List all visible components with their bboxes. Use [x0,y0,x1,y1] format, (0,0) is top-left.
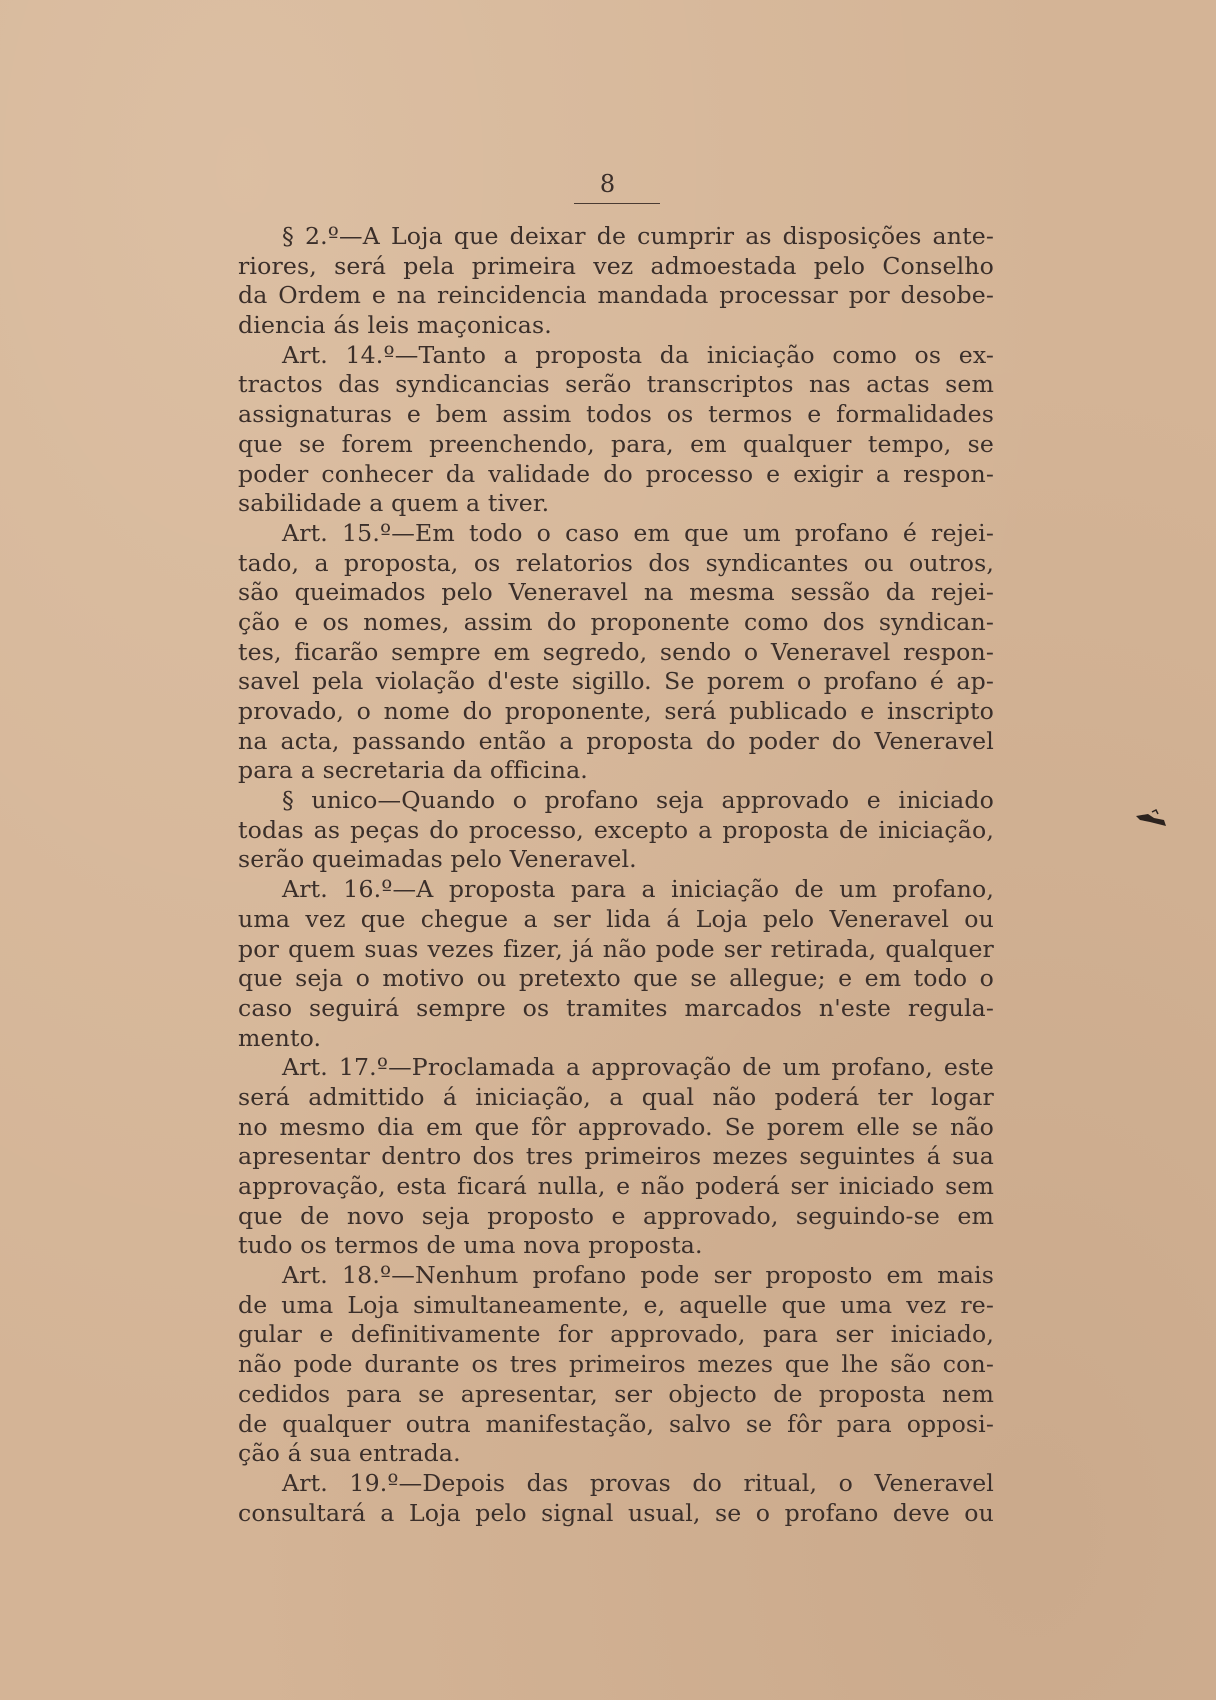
text-line: por quem suas vezes fizer, já não pode ser retirada, qualquer [238,934,994,963]
text-line: de qualquer outra manifestação, salvo se fôr para opposi- [238,1409,994,1438]
text-line: são queimados pelo Veneravel na mesma sessão da rejei- [238,578,994,607]
text-line: savel pela violação d'este sigillo. Se porem o profano é ap- [238,667,994,696]
text-line: Art. 17.º—Proclamada a approvação de um profano, este [282,1053,994,1082]
text-line: da Ordem e na reincidencia mandada processar por desobe- [238,281,994,310]
page-number: 8 [599,170,617,198]
ink-blot-mark [1134,808,1168,830]
text-line: uma vez que chegue a ser lida á Loja pelo Veneravel ou [238,904,994,933]
text-line: consultará a Loja pelo signal usual, se o profano deve ou [238,1498,994,1527]
text-line: gular e definitivamente for approvado, para ser iniciado, [238,1320,994,1349]
text-line: cedidos para se apresentar, ser objecto de proposta nem [238,1379,994,1408]
text-line: para a secretaria da officina. [238,756,588,785]
text-line: será admittido á iniciação, a qual não poderá ter logar [238,1082,994,1111]
text-line: Art. 18.º—Nenhum profano pode ser proposto em mais [282,1261,994,1290]
text-line: § unico—Quando o profano seja approvado e iniciado [282,786,994,815]
text-line: provado, o nome do proponente, será publicado e inscripto [238,697,994,725]
text-line: tractos das syndicancias serão transcriptos nas actas sem [238,370,994,399]
text-line: sabilidade a quem a tiver. [238,489,550,518]
text-line: ção á sua entrada. [238,1439,461,1468]
text-line: que de novo seja proposto e approvado, seguindo-se em [238,1201,994,1230]
text-line: na acta, passando então a proposta do poder do Veneravel [238,726,994,755]
text-line: que seja o motivo ou pretexto que se allegue; e em todo o [238,964,994,993]
page-number-rule [574,203,660,204]
text-line: ção e os nomes, assim do proponente como dos syndican- [238,607,994,636]
text-line: apresentar dentro dos tres primeiros mezes seguintes á sua [238,1142,994,1171]
text-line: mento. [238,1023,322,1052]
text-line: Art. 14.º—Tanto a proposta da iniciação como os ex- [282,340,994,369]
text-line: no mesmo dia em que fôr approvado. Se porem elle se não [238,1112,994,1141]
text-line: Art. 15.º—Em todo o caso em que um profano é rejei- [282,518,994,547]
text-line: que se forem preenchendo, para, em qualquer tempo, se [238,429,994,458]
text-line: riores, será pela primeira vez admoestada pelo Conselho [238,251,994,280]
text-block [238,222,994,1528]
text-line: Art. 16.º—A proposta para a iniciação de um profano, [282,875,994,904]
text-line: de uma Loja simultaneamente, e, aquelle que uma vez re- [238,1290,994,1319]
text-line: tado, a proposta, os relatorios dos syndicantes ou outros, [238,548,994,577]
text-line: tudo os termos de uma nova proposta. [238,1231,703,1260]
text-line: tes, ficarão sempre em segredo, sendo o Veneravel respon- [238,637,994,666]
text-line: caso seguirá sempre os tramites marcados n'este regula- [238,993,994,1022]
text-line: não pode durante os tres primeiros mezes que lhe são con- [238,1350,994,1379]
text-line: diencia ás leis maçonicas. [238,311,552,340]
text-line: assignaturas e bem assim todos os termos e formalidades [238,400,994,429]
text-line: § 2.º—A Loja que deixar de cumprir as disposições ante- [282,222,994,250]
text-line: serão queimadas pelo Veneravel. [238,845,637,874]
text-line: poder conhecer da validade do processo e exigir a respon- [238,459,994,488]
text-line: approvação, esta ficará nulla, e não poderá ser iniciado sem [238,1172,994,1200]
text-line: todas as peças do processo, excepto a proposta de iniciação, [238,815,994,844]
text-line: Art. 19.º—Depois das provas do ritual, o Veneravel [282,1468,994,1497]
